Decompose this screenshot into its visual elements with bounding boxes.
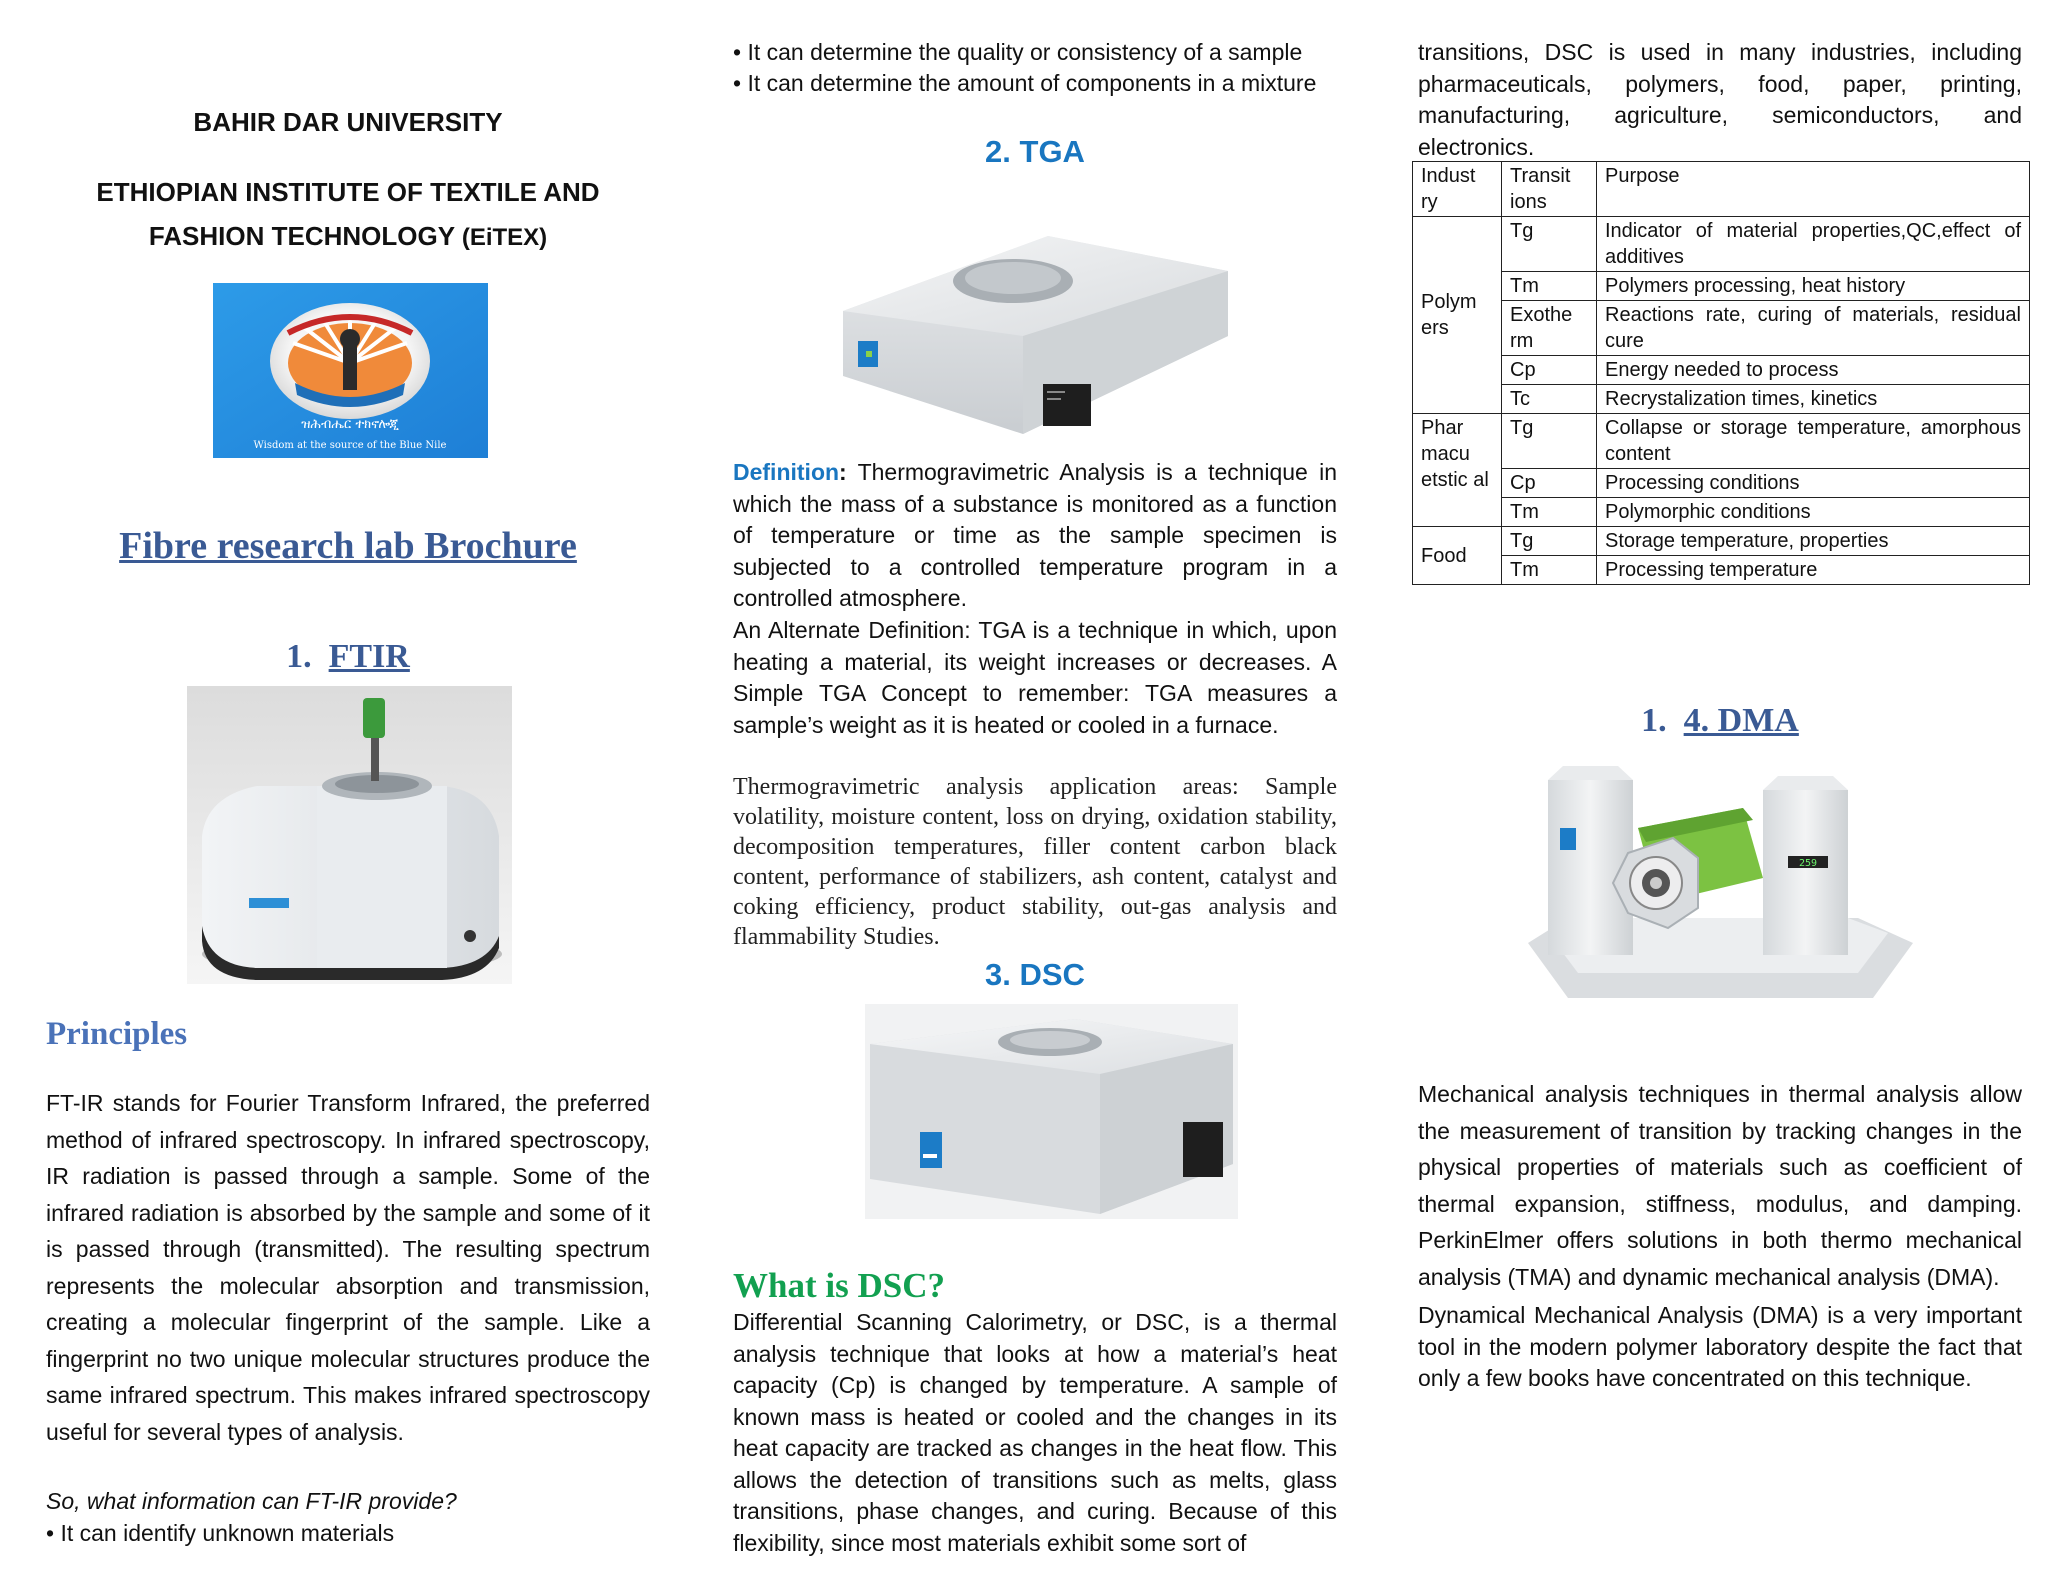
table-cell: Tg [1502,217,1597,272]
dma-heading: 1. 4. DMA [1641,702,1799,739]
ftir-title[interactable]: FTIR [328,638,410,675]
table-cell-industry: Food [1413,527,1502,585]
table-row [1413,498,2030,527]
table-cell-industry: Polym ers [1413,217,1502,414]
dsc-instrument [865,1004,1238,1219]
tga-alternate-definition: An Alternate Definition: TGA is a technique in which, upon heating a material, its weight increases or decreases. A Simple TGA Concept to remember: TGA measures a sample’s weight as it is heated or cooled in a furnace. [733,617,1337,738]
table-cell: Reactions rate, curing of materials, residual cure [1597,301,2030,356]
brochure-title[interactable]: Fibre research lab Brochure [119,525,577,567]
tga-heading: 2. TGA [985,134,1085,169]
table-row [1413,527,2030,556]
table-row [1413,301,2030,356]
table-row [1413,272,2030,301]
table-row [1413,356,2030,385]
dma-description: Dynamical Mechanical Analysis (DMA) is a very important tool in the modern polymer laboratory despite the fact that only a few books have concentrated on this technique. [1418,1302,2022,1391]
ftir-bullet-quality: • It can determine the quality or consistency of a sample [733,39,1303,65]
dsc-heading: 3. DSC [985,957,1085,992]
table-cell: Tm [1502,272,1597,301]
table-cell: Cp [1502,356,1597,385]
table-row [1413,469,2030,498]
principles-heading: Principles [46,1016,188,1052]
table-cell: Cp [1502,469,1597,498]
dsc-industries-text: transitions, DSC is used in many industries, including pharmaceuticals, polymers, food, paper, printing, manufacturing, agriculture, semiconductors, and electronics. [1418,39,2022,160]
tga-definition: Definition: Thermogravimetric Analysis is a technique in which the mass of a substance is monitored as a function of temperature or time as the sample specimen is subjected to a controlled temperature program in a controlled atmosphere. [733,459,1337,611]
table-header: Purpose [1597,162,2030,217]
university-logo [213,283,488,458]
table-cell: Indicator of material properties,QC,effect of additives [1597,217,2030,272]
table-cell: Tc [1502,385,1597,414]
svg-text:ዝሕብሔር ተክኖሎጂ: ዝሕብሔር ተክኖሎጂ [301,417,399,432]
ftir-bullet-identify: • It can identify unknown materials [46,1520,395,1546]
definition-label: Definition [733,459,840,485]
dma-instrument [1528,758,1913,1003]
ftir-bullet-amount: • It can determine the amount of components in a mixture [733,70,1317,96]
table-cell: Tm [1502,498,1597,527]
table-header-row [1413,162,2030,217]
tga-applications: Thermogravimetric analysis application areas: Sample volatility, moisture content, loss on drying, oxidation stability, decomposition temperatures, filler content carbon black content, performance of stabilizers, ash content, catalyst and coking efficiency, product stability, out-gas analysis and flammability Studies. [733,774,1337,950]
table-header: Transit ions [1502,162,1597,217]
dsc-description: Differential Scanning Calorimetry, or DSC, is a thermal analysis technique that looks at how a material’s heat capacity (Cp) is changed by temperature. A sample of known mass is heated or cooled and the changes in its heat capacity are tracked as changes in the heat flow. This allows the detection of transitions such as melts, glass transitions, phase changes, and curing. Because of this flexibility, since most materials exhibit some sort of [733,1309,1337,1556]
table-cell: Processing temperature [1597,556,2030,585]
dma-title[interactable]: 4. DMA [1683,702,1799,739]
ftir-heading: 1. FTIR [286,638,410,675]
table-cell: Tg [1502,527,1597,556]
svg-text:Wisdom at the source of the Bl: Wisdom at the source of the Blue Nile [253,440,447,451]
table-cell: Storage temperature, properties [1597,527,2030,556]
table-cell: Exothe rm [1502,301,1597,356]
ftir-instrument [187,686,512,984]
ftir-question: So, what information can FT-IR provide? [46,1488,457,1514]
table-row [1413,414,2030,469]
what-is-dsc-heading: What is DSC? [733,1266,945,1305]
table-cell: Processing conditions [1597,469,2030,498]
table-cell: Collapse or storage temperature, amorphous content [1597,414,2030,469]
table-row [1413,217,2030,272]
university-name: BAHIR DAR UNIVERSITY [193,107,503,137]
table-cell: Polymorphic conditions [1597,498,2030,527]
table-header: Indust ry [1413,162,1502,217]
table-cell: Energy needed to process [1597,356,2030,385]
table-row [1413,385,2030,414]
dsc-industry-table [1412,161,2030,585]
table-cell: Polymers processing, heat history [1597,272,2030,301]
table-row [1413,556,2030,585]
mechanical-analysis-text: Mechanical analysis techniques in thermal analysis allow the measurement of transition by tracking changes in the physical properties of materials such as coefficient of thermal expansion, stiffness, modulus, and damping. PerkinElmer offers solutions in both thermo mechanical analysis (TMA) and dynamic mechanical analysis (DMA). [1418,1081,2022,1290]
table-cell: Tg [1502,414,1597,469]
table-cell: Tm [1502,556,1597,585]
table-cell-industry: Phar macu etstic al [1413,414,1502,527]
principles-text: FT-IR stands for Fourier Transform Infrared, the preferred method of infrared spectroscopy. In infrared spectroscopy, IR radiation is passed through a sample. Some of the infrared radiation is absorbed by the sample and some of it is passed through (transmitted). The resulting spectrum represents the molecular absorption and transmission, creating a molecular fingerprint of the sample. Like a fingerprint no two unique molecular structures produce the same infrared spectrum. This makes infrared spectroscopy useful for several types of analysis. [46,1090,650,1445]
tga-instrument [838,226,1233,441]
institute-name: ETHIOPIAN INSTITUTE OF TEXTILE AND FASHION TECHNOLOGY (EiTEX) [96,177,600,251]
table-cell: Recrystalization times, kinetics [1597,385,2030,414]
svg-text:259: 259 [1798,858,1818,869]
